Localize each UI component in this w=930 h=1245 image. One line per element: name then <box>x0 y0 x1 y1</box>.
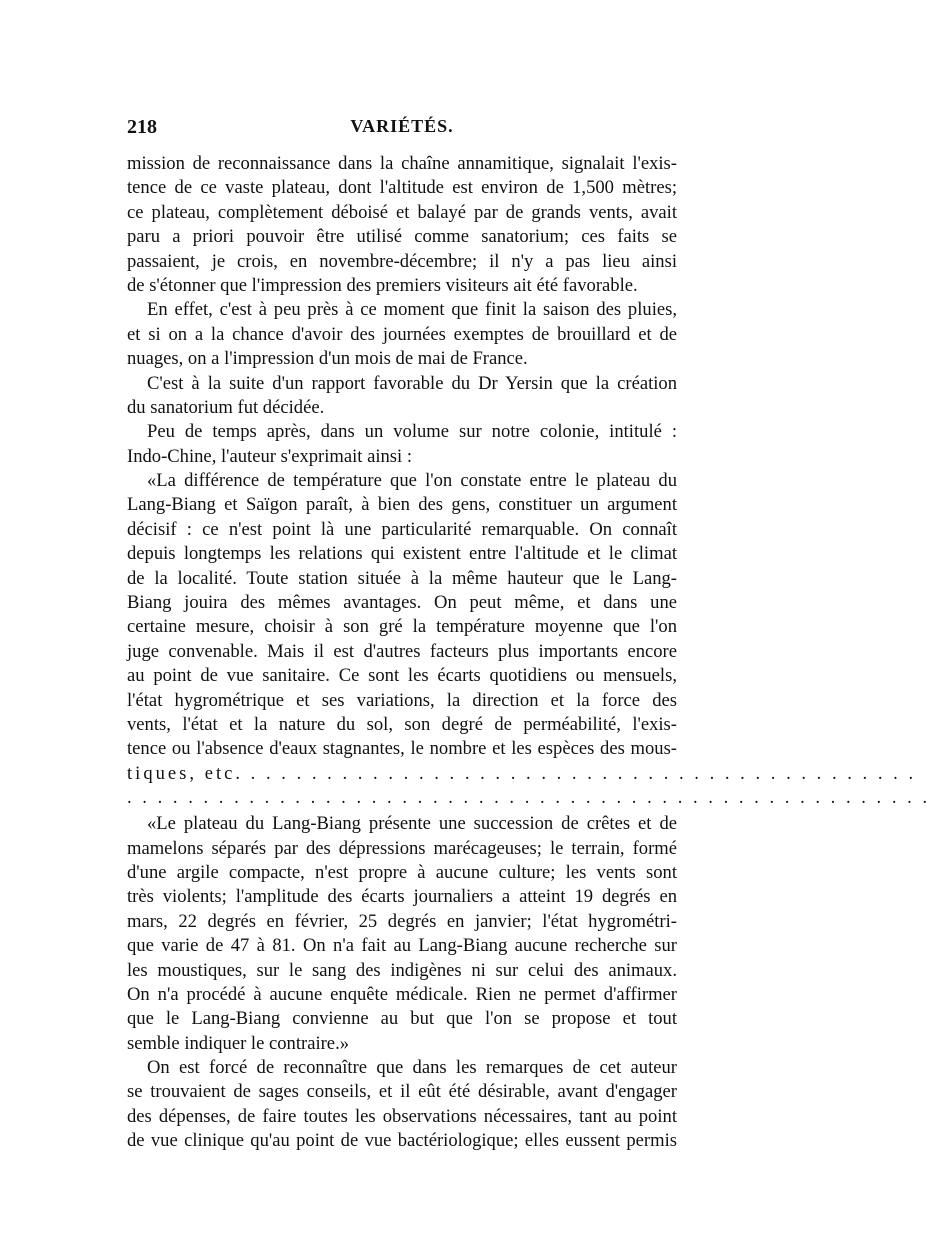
text-line: mamelons séparés par des dépressions marécageuses; le terrain, formé <box>127 837 677 859</box>
text-line: des dépenses, de faire toutes les observations nécessaires, tant au point <box>127 1105 677 1127</box>
text-line: mars, 22 degrés en février, 25 degrés en janvier; l'état hygrométri- <box>127 910 677 932</box>
text-line: vents, l'état et la nature du sol, son degré de perméabilité, l'exis- <box>127 713 677 735</box>
text-line: On est forcé de reconnaître que dans les remarques de cet auteur <box>147 1057 677 1079</box>
text-line: décisif : ce n'est point là une particularité remarquable. On connaît <box>127 518 677 540</box>
text-line: Indo-Chine, l'auteur s'exprimait ainsi : <box>127 445 413 467</box>
text-line: tence de ce vaste plateau, dont l'altitude est environ de 1,500 mètres; <box>127 177 677 199</box>
text-line: On n'a procédé à aucune enquête médicale. Rien ne permet d'affirmer <box>127 983 677 1005</box>
text-line: «Le plateau du Lang-Biang présente une succession de crêtes et de <box>147 813 677 835</box>
text-line: de la localité. Toute station située à la même hauteur que le Lang- <box>127 567 677 589</box>
text-line: tiques, etc. . . . . . . . . . . . . . . . . . . . . . . . . . . . . . . . . . . . . . . . . . . . . <box>127 762 917 784</box>
page-number: 218 <box>127 116 157 138</box>
text-line: nuages, on a l'impression d'un mois de mai de France. <box>127 348 528 370</box>
text-line: ce plateau, complètement déboisé et balayé par de grands vents, avait <box>127 201 677 223</box>
text-line: C'est à la suite d'un rapport favorable du Dr Yersin que la création <box>147 372 677 394</box>
text-line: depuis longtemps les relations qui existent entre l'altitude et le climat <box>127 543 677 565</box>
text-line: les moustiques, sur le sang des indigènes ni sur celui des animaux. <box>127 959 677 981</box>
text-line: que le Lang-Biang convienne au but que l'on se propose et tout <box>127 1008 677 1030</box>
text-line: paru a priori pouvoir être utilisé comme sanatorium; ces faits se <box>127 226 677 248</box>
text-line: du sanatorium fut décidée. <box>127 396 325 418</box>
running-title: VARIÉTÉS. <box>350 116 454 136</box>
body-text <box>127 152 930 1154</box>
text-line: certaine mesure, choisir à son gré la température moyenne que l'on <box>127 616 677 638</box>
text-line: mission de reconnaissance dans la chaîne annamitique, signalait l'exis- <box>127 153 677 174</box>
page-header <box>127 116 677 144</box>
text-line: Biang jouira des mêmes avantages. On peut même, et dans une <box>127 592 677 614</box>
text-line: l'état hygrométrique et ses variations, la direction et la force des <box>127 689 677 711</box>
text-line: très violents; l'amplitude des écarts journaliers a atteint 19 degrés en <box>127 886 677 908</box>
text-line: En effet, c'est à peu près à ce moment que finit la saison des pluies, <box>147 299 677 321</box>
text-line: de vue clinique qu'au point de vue bactériologique; elles eussent permis <box>127 1130 677 1152</box>
text-line: Peu de temps après, dans un volume sur notre colonie, intitulé : <box>147 421 677 443</box>
text-line: que varie de 47 à 81. On n'a fait au Lang-Biang aucune recherche sur <box>127 935 677 957</box>
text-line: semble indiquer le contraire.» <box>127 1032 350 1054</box>
text-line: . . . . . . . . . . . . . . . . . . . . . . . . . . . . . . . . . . . . . . . . . . . . . . . . . . . . . <box>127 787 930 809</box>
text-line: passaient, je crois, en novembre-décembre; il n'y a pas lieu ainsi <box>127 250 677 272</box>
text-line: «La différence de température que l'on constate entre le plateau du <box>147 470 677 492</box>
text-line: tence ou l'absence d'eaux stagnantes, le nombre et les espèces des mous- <box>127 738 677 760</box>
text-line: et si on a la chance d'avoir des journées exemptes de brouillard et de <box>127 323 677 345</box>
text-line: juge convenable. Mais il est d'autres facteurs plus importants encore <box>127 640 677 662</box>
text-line: au point de vue sanitaire. Ce sont les écarts quotidiens ou mensuels, <box>127 665 677 687</box>
text-line: de s'étonner que l'impression des premiers visiteurs ait été favorable. <box>127 274 638 296</box>
text-line: se trouvaient de sages conseils, et il eût été désirable, avant d'engager <box>127 1081 677 1103</box>
text-line: Lang-Biang et Saïgon paraît, à bien des gens, constituer un argument <box>127 494 677 516</box>
text-line: d'une argile compacte, n'est propre à aucune culture; les vents sont <box>127 861 677 883</box>
